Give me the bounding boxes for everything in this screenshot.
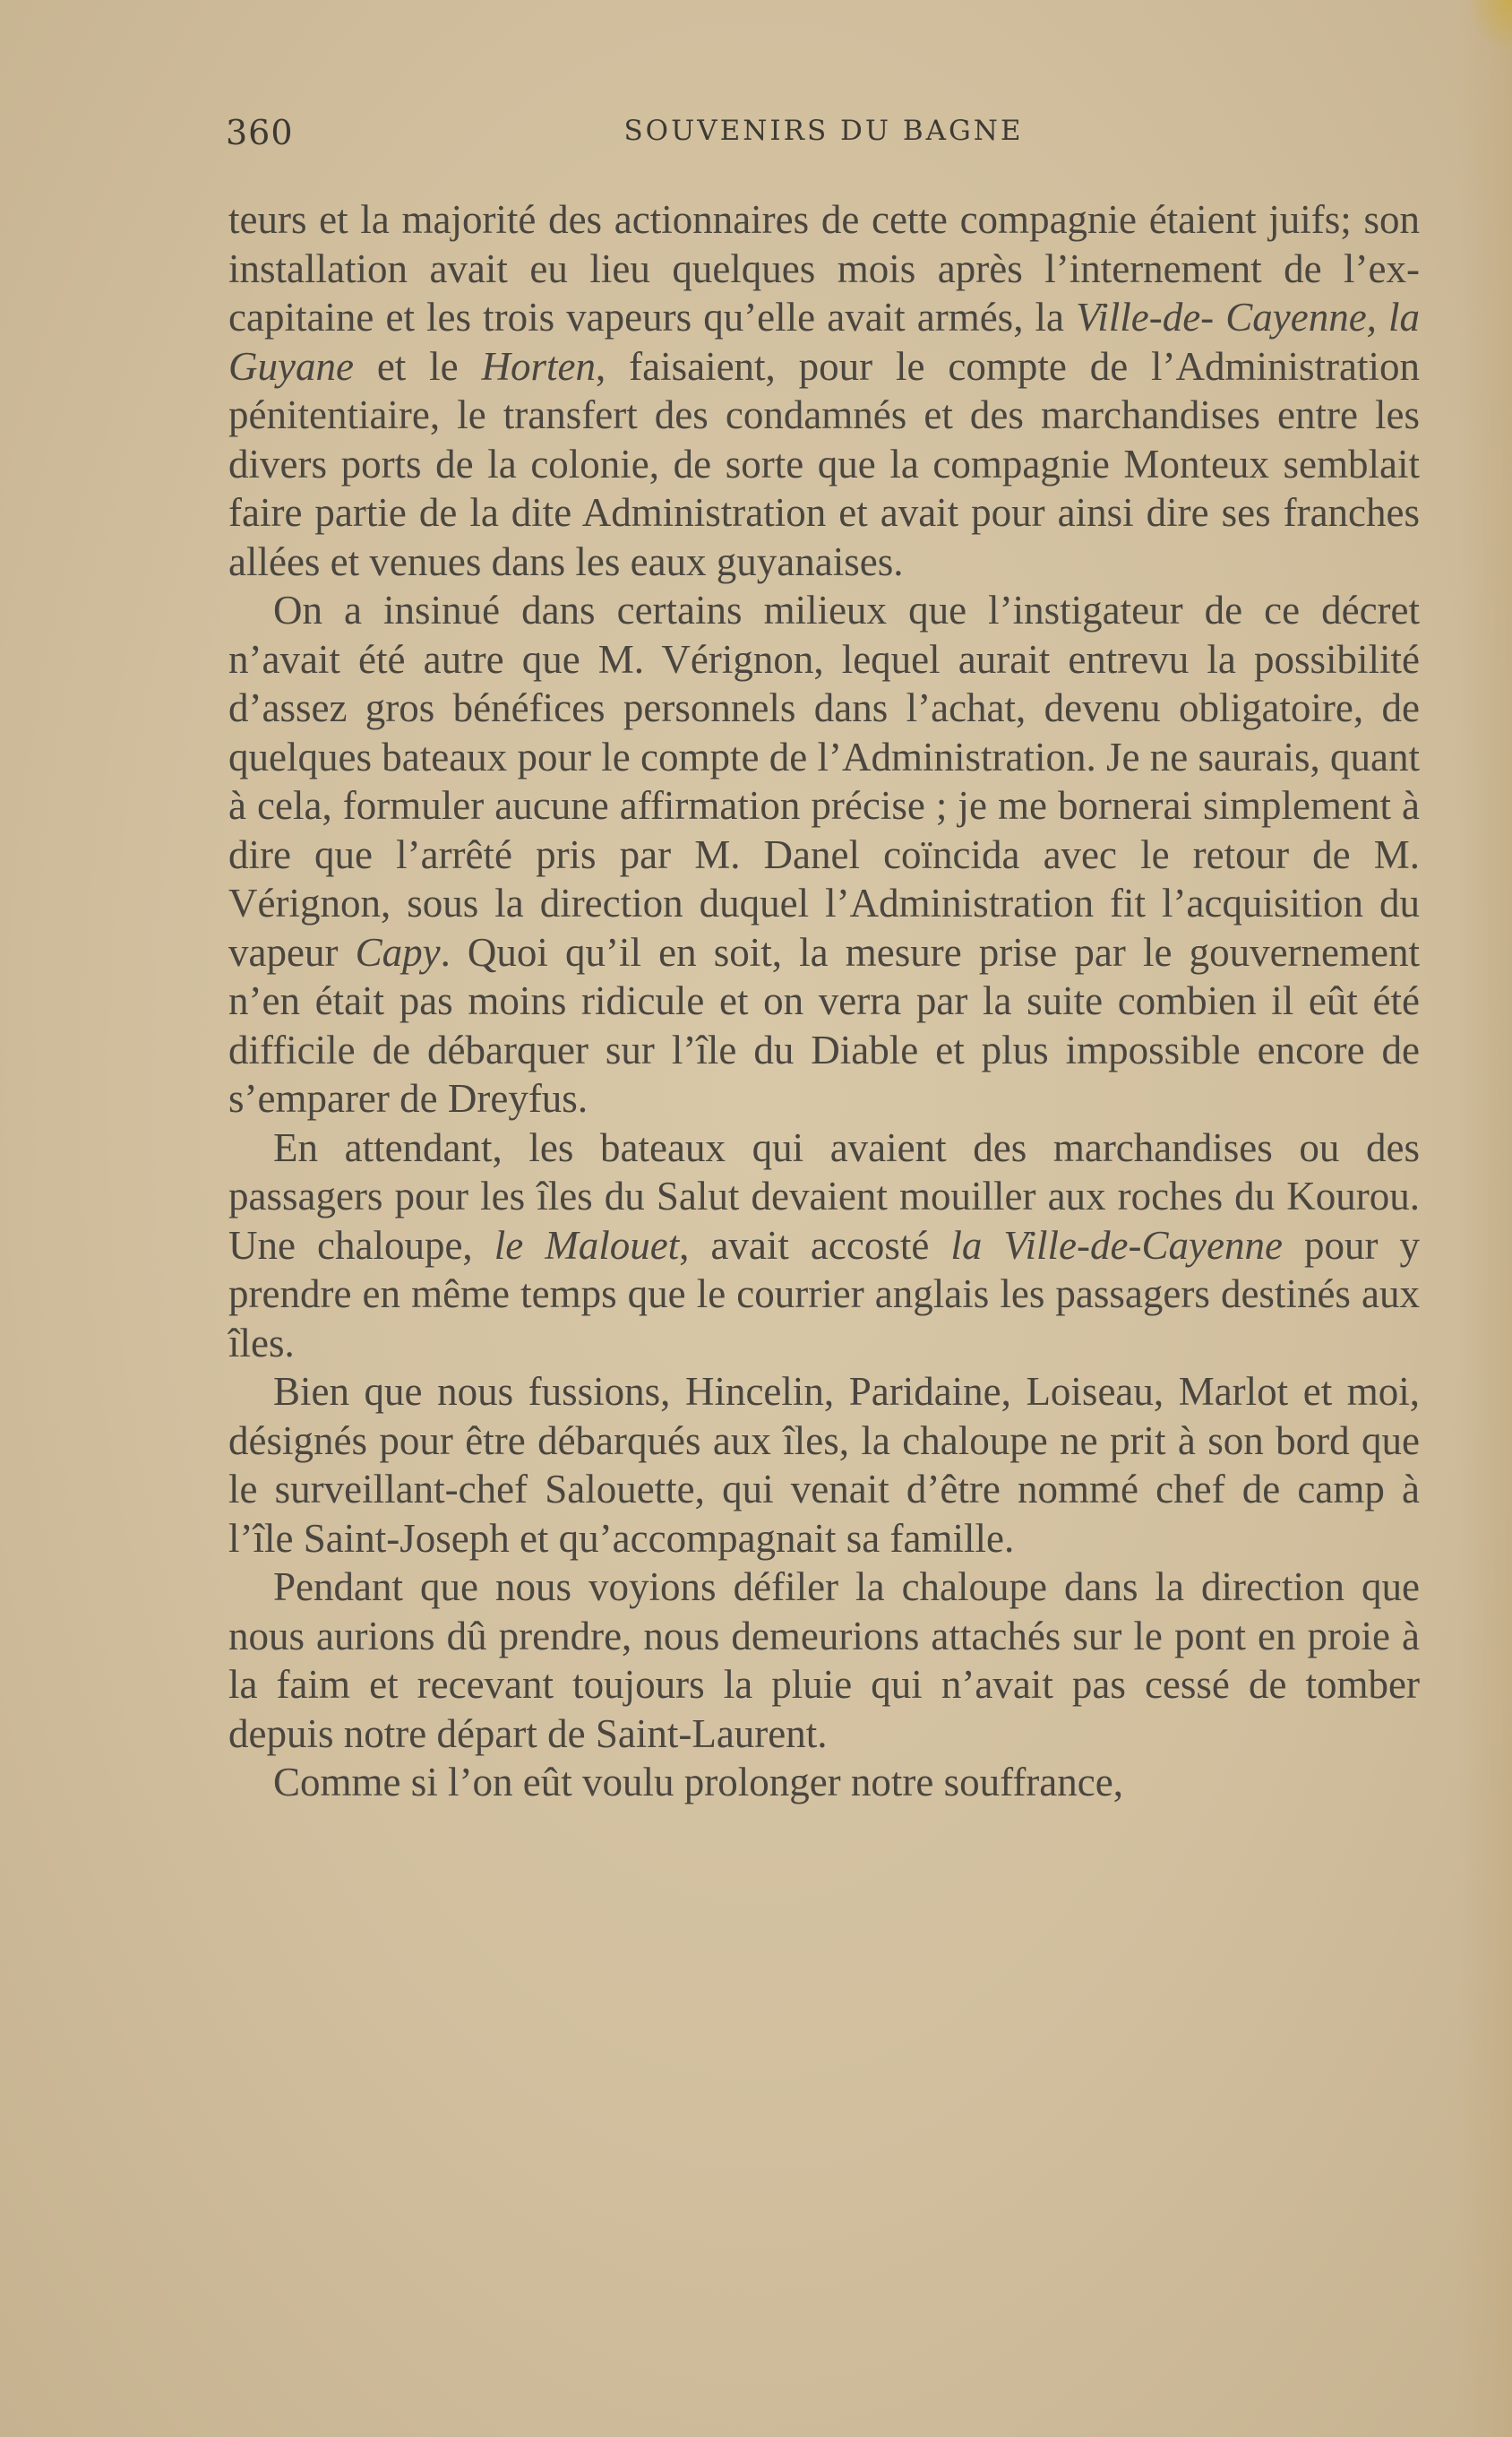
italic-text: Ville-de- Cayenne, la Guyane [228,295,1420,389]
text-segment: Bien que nous fussions, Hincelin, Paridaine, Loiseau, Marlot et moi, désignés pour être débarqués aux îles, la chaloupe ne prit à son bord que le surveillant-chef Salouette, qui venait d’être nommé chef de camp à l’île Saint-Joseph et qu’accompagnait sa famille. [228,1369,1420,1561]
italic-text: Horten [481,343,597,389]
text-segment: On a insinué dans certains milieux que l’instigateur de ce décret n’avait été autre que M. Vérignon, lequel aurait entrevu la possibilité d’assez gros bénéfices personnels dans l’achat, devenu obligatoire, de quelques bateaux pour le compte de l’Administration. Je ne saurais, quant à cela, formuler aucune affirmation précise ; je me bornerai simplement à dire que l’arrêté pris par M. Danel coïncida avec le retour de M. Vérignon, sous la direction duquel l’Administration fit l’acquisition du vapeur [228,588,1420,975]
body-text [228,195,1420,1807]
italic-text: le Malouet [494,1222,680,1268]
paragraph [228,1758,1420,1807]
page-header [226,106,1422,159]
text-segment: , faisaient, pour le compte de l’Administration pénitentiaire, le transfert des condamnés et des marchandises entre les divers ports de la colonie, de sorte que la compagnie Monteux semblait faire partie de la dite Administration et avait pour ainsi dire ses franches allées et venues dans les eaux guyanaises. [228,343,1421,584]
text-segment: Comme si l’on eût voulu prolonger notre souffrance, [273,1760,1123,1804]
text-segment: Pendant que nous voyions défiler la chaloupe dans la direction que nous aurions dû prendre, nous demeurions attachés sur le pont en proie à la faim et recevant toujours la pluie qui n’avait pas cessé de tomber depuis notre départ de Saint-Laurent. [228,1564,1420,1756]
text-segment: pour y prendre en même temps que le courrier anglais les passagers destinés aux îles. [228,1222,1420,1365]
running-title: SOUVENIRS DU BAGNE [623,115,1024,147]
paragraph [228,1124,1420,1368]
text-segment: , avait accosté [679,1222,951,1268]
paragraph [228,1563,1420,1758]
italic-text: Capy [355,929,441,975]
text-segment: . Quoi qu’il en soit, la mesure prise par le gouvernement n’en était pas moins ridicule et on verra par la suite combien il eût été difficile de débarquer sur l’île du Diable et plus impossible encore de s’emparer de Dreyfus. [228,929,1420,1121]
page-edge-shadow [1458,0,1512,2437]
paragraph [228,195,1420,586]
text-segment: teurs et la majorité des actionnaires de cette compagnie étaient juifs; son installation avait eu lieu quelques mois après l’internement de l’ex-capitaine et les trois vapeurs qu’elle avait armés, la [228,197,1420,340]
italic-text: la Ville-de-Cayenne [950,1222,1283,1268]
text-segment: En attendant, les bateaux qui avaient des marchandises ou des passagers pour les îles du Salut devaient mouiller aux roches du Kourou. Une chaloupe, [228,1124,1420,1268]
corner-stain [1467,0,1512,54]
paragraph [228,1367,1420,1563]
paragraph [228,586,1420,1124]
page-number: 360 [226,113,294,152]
text-segment: et le [353,343,482,389]
